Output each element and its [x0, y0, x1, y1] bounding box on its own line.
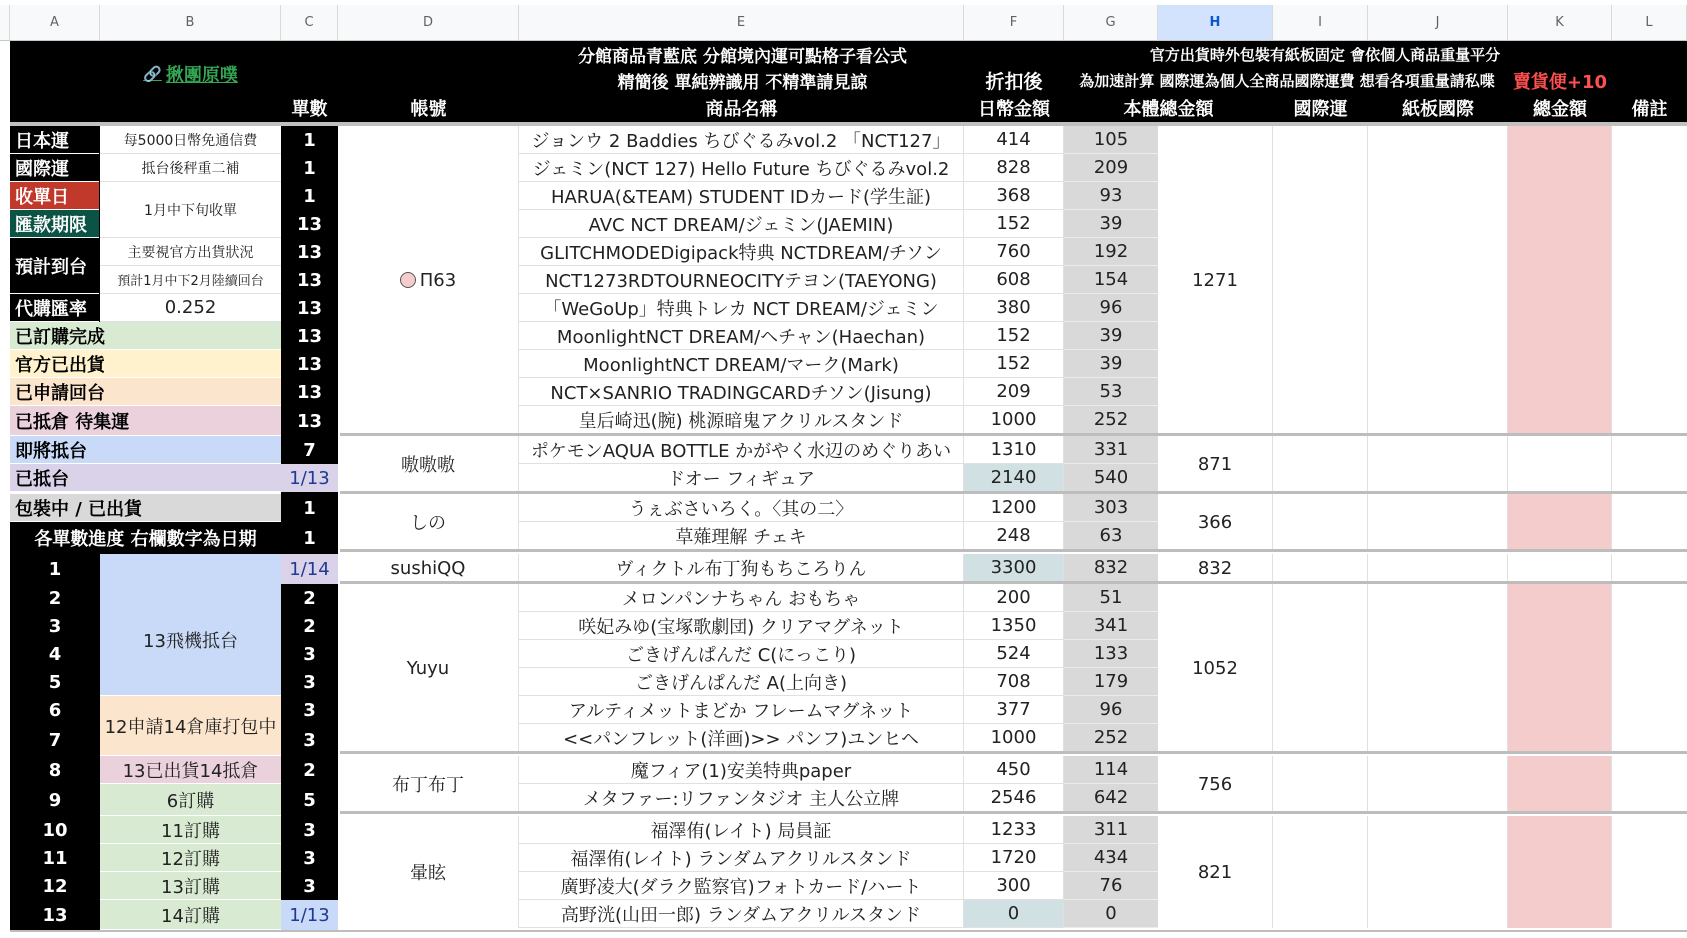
- column-header-k[interactable]: K: [1508, 5, 1612, 41]
- account-label: Yuyu: [406, 657, 450, 679]
- account-subtotal[interactable]: 366: [1158, 494, 1273, 550]
- item-twd[interactable]: 303: [1064, 494, 1158, 522]
- item-name[interactable]: <<パンフレット(洋画)>> パンフ)ユンヒヘ: [519, 724, 964, 752]
- progress-row-number: 13: [10, 900, 100, 930]
- total-cell[interactable]: [1508, 436, 1612, 492]
- progress-row-qty: 2: [281, 584, 338, 612]
- progress-row-qty: 3: [281, 696, 338, 724]
- column-header-e[interactable]: E: [519, 5, 964, 41]
- account-label: 嗷嗷嗷: [401, 455, 455, 476]
- column-header-b[interactable]: B: [100, 5, 281, 41]
- qty-info-6: 13: [281, 294, 338, 322]
- item-jpy[interactable]: 3300: [964, 554, 1064, 582]
- total-cell[interactable]: [1508, 584, 1612, 752]
- column-header-f[interactable]: F: [964, 5, 1064, 41]
- note-cell[interactable]: [1612, 126, 1687, 434]
- banner-discount: 折扣後: [964, 67, 1064, 94]
- item-jpy[interactable]: 2140: [964, 464, 1064, 492]
- qty-info-5: 13: [281, 266, 338, 294]
- progress-row-qty: 5: [281, 784, 338, 816]
- item-jpy[interactable]: 828: [964, 154, 1064, 182]
- progress-row-qty: 3: [281, 724, 338, 756]
- qty-info-4: 13: [281, 238, 338, 266]
- board-shipping-cell[interactable]: [1368, 126, 1508, 434]
- item-name[interactable]: 福澤侑(レイト) 局員証: [519, 816, 964, 844]
- item-jpy[interactable]: 2546: [964, 784, 1064, 812]
- account-name[interactable]: [338, 756, 519, 812]
- item-name[interactable]: ジョンウ 2 Baddies ちびぐるみvol.2 「NCT127」: [519, 126, 964, 154]
- header-intl: 國際運: [1273, 94, 1368, 122]
- status-qty-2: 13: [281, 378, 338, 406]
- item-jpy[interactable]: 708: [964, 668, 1064, 696]
- banner-line1-main: 分館商品青藍底 分館境內運可點格子看公式: [520, 41, 965, 67]
- item-jpy[interactable]: 1233: [964, 816, 1064, 844]
- account-name[interactable]: [338, 554, 519, 582]
- item-name[interactable]: AVC NCT DREAM/ジェミン(JAEMIN): [519, 210, 964, 238]
- header-qty: 單數: [281, 94, 338, 122]
- intl-shipping-cell[interactable]: [1273, 494, 1368, 550]
- item-jpy[interactable]: 608: [964, 266, 1064, 294]
- item-name[interactable]: ポケモンAQUA BOTTLE かがやく水辺のめぐりあい: [519, 436, 964, 464]
- item-twd[interactable]: 39: [1064, 350, 1158, 378]
- item-name[interactable]: HARUA(&TEAM) STUDENT IDカード(学生証): [519, 182, 964, 210]
- note-cell[interactable]: [1612, 756, 1687, 812]
- item-jpy[interactable]: 152: [964, 350, 1064, 378]
- total-cell[interactable]: [1508, 126, 1612, 434]
- progress-group-4: 11訂購: [100, 816, 281, 844]
- progress-row-number: 6: [10, 696, 100, 724]
- item-twd[interactable]: 53: [1064, 378, 1158, 406]
- item-twd[interactable]: 0: [1064, 900, 1158, 928]
- item-jpy[interactable]: 0: [964, 900, 1064, 928]
- progress-row-number: 3: [10, 612, 100, 640]
- item-twd[interactable]: 39: [1064, 210, 1158, 238]
- item-jpy[interactable]: 1000: [964, 724, 1064, 752]
- intl-shipping-cell[interactable]: [1273, 436, 1368, 492]
- status-label-3: 已抵倉 待集運: [10, 406, 281, 436]
- note-cell[interactable]: [1612, 436, 1687, 492]
- item-name[interactable]: ごきげんぱんだ A(上向き): [519, 668, 964, 696]
- intl-shipping-cell[interactable]: [1273, 554, 1368, 582]
- item-twd[interactable]: 96: [1064, 294, 1158, 322]
- progress-row-number: 8: [10, 756, 100, 784]
- group-separator: [340, 751, 1687, 754]
- progress-row-number: 10: [10, 816, 100, 844]
- item-name[interactable]: ドオー フィギュア: [519, 464, 964, 492]
- header-jpy: 日幣金額: [964, 94, 1064, 122]
- item-name[interactable]: MoonlightNCT DREAM/ヘチャン(Haechan): [519, 322, 964, 350]
- account-label: sushiQQ: [390, 557, 466, 579]
- column-header-h[interactable]: H: [1158, 5, 1273, 41]
- item-name[interactable]: NCT×SANRIO TRADINGCARDチソン(Jisung): [519, 378, 964, 406]
- item-jpy[interactable]: 1310: [964, 436, 1064, 464]
- group-separator: [340, 811, 1687, 814]
- intl-shipping-cell[interactable]: [1273, 756, 1368, 812]
- account-label: しの: [410, 513, 446, 534]
- header-subtotal: 本體總金額: [1064, 94, 1273, 122]
- item-twd[interactable]: 252: [1064, 724, 1158, 752]
- account-name[interactable]: [338, 494, 519, 550]
- item-jpy[interactable]: 524: [964, 640, 1064, 668]
- item-twd[interactable]: 51: [1064, 584, 1158, 612]
- item-name[interactable]: 高野洸(山田一郎) ランダムアクリルスタンド: [519, 900, 964, 928]
- item-twd[interactable]: 114: [1064, 756, 1158, 784]
- status-qty-5: 1/13: [281, 464, 338, 492]
- progress-group-3: 6訂購: [100, 784, 281, 816]
- status-label-2: 已申請回台: [10, 378, 281, 406]
- progress-group-first-row: [100, 554, 281, 584]
- note-eta-2: 預計1月中下2月陸續回台: [100, 266, 281, 294]
- item-twd[interactable]: 540: [1064, 464, 1158, 492]
- item-name[interactable]: アルティメットまどか フレームマグネット: [519, 696, 964, 724]
- link-label[interactable]: 揪團原噗: [165, 65, 238, 86]
- item-twd[interactable]: 39: [1064, 322, 1158, 350]
- header-note: 備註: [1612, 94, 1687, 122]
- board-shipping-cell[interactable]: [1368, 816, 1508, 928]
- item-twd[interactable]: 63: [1064, 522, 1158, 550]
- total-cell[interactable]: [1508, 554, 1612, 582]
- item-twd[interactable]: 642: [1064, 784, 1158, 812]
- account-label: 布丁布丁: [392, 775, 464, 796]
- progress-row-number: 9: [10, 784, 100, 816]
- header-total: 總金額: [1508, 94, 1612, 122]
- note-intl-ship: 抵台後秤重二補: [100, 154, 281, 182]
- item-jpy[interactable]: 1720: [964, 844, 1064, 872]
- progress-row-number: 1: [10, 554, 100, 584]
- item-twd[interactable]: 179: [1064, 668, 1158, 696]
- account-subtotal[interactable]: 821: [1158, 816, 1273, 928]
- item-twd[interactable]: 105: [1064, 126, 1158, 154]
- account-label: Π63: [419, 269, 457, 291]
- item-twd[interactable]: 341: [1064, 612, 1158, 640]
- item-jpy[interactable]: 1200: [964, 494, 1064, 522]
- note-cell[interactable]: [1612, 584, 1687, 752]
- account-name[interactable]: [338, 126, 519, 434]
- item-name[interactable]: 咲妃みゆ(宝塚歌劇団) クリアマグネット: [519, 612, 964, 640]
- board-shipping-cell[interactable]: [1368, 756, 1508, 812]
- item-twd[interactable]: 93: [1064, 182, 1158, 210]
- board-shipping-cell[interactable]: [1368, 584, 1508, 752]
- progress-row-number: 5: [10, 668, 100, 696]
- item-twd[interactable]: 192: [1064, 238, 1158, 266]
- item-jpy[interactable]: 368: [964, 182, 1064, 210]
- progress-row-number: 12: [10, 872, 100, 900]
- status-qty-6: 1: [281, 494, 338, 522]
- item-jpy[interactable]: 380: [964, 294, 1064, 322]
- item-jpy[interactable]: 152: [964, 210, 1064, 238]
- label-close-date: 收單日: [10, 182, 100, 210]
- column-header-d[interactable]: D: [338, 5, 519, 41]
- banner-red-note: 賣貨便+10: [1508, 67, 1612, 94]
- progress-group-6: 13訂購: [100, 872, 281, 900]
- progress-row-qty: 1/13: [281, 900, 338, 930]
- status-qty-0: 13: [281, 322, 338, 350]
- item-name[interactable]: 福澤侑(レイト) ランダムアクリルスタンド: [519, 844, 964, 872]
- item-jpy[interactable]: 200: [964, 584, 1064, 612]
- progress-row-qty: 3: [281, 668, 338, 696]
- item-jpy[interactable]: 377: [964, 696, 1064, 724]
- note-close-date: 1月中下旬收單: [100, 182, 281, 238]
- toolbar-edge: [0, 0, 1687, 5]
- note-jp-ship: 每5000日幣免通信費: [100, 126, 281, 154]
- link-icon: 🔗: [143, 65, 162, 83]
- intl-shipping-cell[interactable]: [1273, 816, 1368, 928]
- progress-row-qty: 3: [281, 872, 338, 900]
- total-cell[interactable]: [1508, 494, 1612, 550]
- group-separator: [340, 549, 1687, 552]
- progress-group-2: 13已出貨14抵倉: [100, 756, 281, 784]
- corner-cell[interactable]: [0, 5, 10, 41]
- progress-group-0: 13飛機抵台: [100, 584, 281, 696]
- banner-line2-right: 為加速計算 國際運為個人全商品國際運費 想看各項重量請私喋: [1064, 67, 1510, 94]
- intl-shipping-cell[interactable]: [1273, 584, 1368, 752]
- item-jpy[interactable]: 1350: [964, 612, 1064, 640]
- qty-info-3: 13: [281, 210, 338, 238]
- label-rate: 代購匯率: [10, 294, 100, 322]
- item-jpy[interactable]: 300: [964, 872, 1064, 900]
- item-name[interactable]: うぇぶさいろく。〈其の二〉: [519, 494, 964, 522]
- item-name[interactable]: 草薙理解 チェキ: [519, 522, 964, 550]
- status-label-5: 已抵台: [10, 464, 281, 492]
- item-jpy[interactable]: 248: [964, 522, 1064, 550]
- total-cell[interactable]: [1508, 756, 1612, 812]
- column-header-c[interactable]: C: [281, 5, 338, 41]
- item-name[interactable]: ジェミン(NCT 127) Hello Future ちびぐるみvol.2: [519, 154, 964, 182]
- header-board: 紙板國際: [1368, 94, 1508, 122]
- total-cell[interactable]: [1508, 816, 1612, 928]
- column-header-j[interactable]: J: [1368, 5, 1508, 41]
- item-twd[interactable]: 133: [1064, 640, 1158, 668]
- progress-row-number: 4: [10, 640, 100, 668]
- progress-title: 各單數進度 右欄數字為日期: [10, 522, 281, 554]
- account-subtotal[interactable]: 1052: [1158, 584, 1273, 752]
- progress-row-qty: 3: [281, 844, 338, 872]
- qty-info-0: 1: [281, 126, 338, 154]
- original-post-link[interactable]: [100, 56, 281, 92]
- status-qty-3: 13: [281, 406, 338, 436]
- qty-info-2: 1: [281, 182, 338, 210]
- item-twd[interactable]: 311: [1064, 816, 1158, 844]
- item-twd[interactable]: 209: [1064, 154, 1158, 182]
- status-label-4: 即將抵台: [10, 436, 281, 464]
- column-header-i[interactable]: I: [1273, 5, 1368, 41]
- header-account: 帳號: [338, 94, 519, 122]
- progress-row-qty: 3: [281, 640, 338, 668]
- avatar-circle-icon: [400, 272, 416, 288]
- progress-row-qty: 3: [281, 816, 338, 844]
- progress-row-number: 11: [10, 844, 100, 872]
- item-jpy[interactable]: 1000: [964, 406, 1064, 434]
- item-twd[interactable]: 76: [1064, 872, 1158, 900]
- account-name[interactable]: [338, 584, 519, 752]
- item-name[interactable]: 皇后崎迅(腕) 桃源暗鬼アクリルスタンド: [519, 406, 964, 434]
- column-header-g[interactable]: G: [1064, 5, 1158, 41]
- status-label-0: 已訂購完成: [10, 322, 281, 350]
- progress-row-number: 7: [10, 724, 100, 756]
- column-header-l[interactable]: L: [1612, 5, 1687, 41]
- item-twd[interactable]: 832: [1064, 554, 1158, 582]
- board-shipping-cell[interactable]: [1368, 494, 1508, 550]
- bottom-border: [10, 930, 1687, 932]
- account-subtotal[interactable]: 871: [1158, 436, 1273, 492]
- item-name[interactable]: メタファー:リファンタジオ 主人公立牌: [519, 784, 964, 812]
- status-qty-4: 7: [281, 436, 338, 464]
- item-jpy[interactable]: 209: [964, 378, 1064, 406]
- label-jp-ship: 日本運: [10, 126, 100, 154]
- account-subtotal[interactable]: 1271: [1158, 126, 1273, 434]
- label-intl-ship: 國際運: [10, 154, 100, 182]
- banner-line2-main: 精簡後 單純辨識用 不精準請見諒: [520, 67, 965, 94]
- note-cell[interactable]: [1612, 816, 1687, 928]
- progress-row-number: 2: [10, 584, 100, 612]
- item-name[interactable]: ヴィクトル布丁狗もちころりん: [519, 554, 964, 582]
- item-jpy[interactable]: 760: [964, 238, 1064, 266]
- progress-group-5: 12訂購: [100, 844, 281, 872]
- progress-group-7: 14訂購: [100, 900, 281, 930]
- note-cell[interactable]: [1612, 554, 1687, 582]
- account-subtotal[interactable]: 832: [1158, 554, 1273, 582]
- progress-row-qty: 1/14: [281, 554, 338, 584]
- column-header-a[interactable]: A: [10, 5, 100, 41]
- note-eta-1: 主要視官方出貨狀況: [100, 238, 281, 266]
- account-name[interactable]: [338, 816, 519, 928]
- account-name[interactable]: [338, 436, 519, 492]
- item-name[interactable]: メロンパンナちゃん おもちゃ: [519, 584, 964, 612]
- header-product: 商品名稱: [519, 94, 964, 122]
- item-twd[interactable]: 154: [1064, 266, 1158, 294]
- item-twd[interactable]: 434: [1064, 844, 1158, 872]
- item-twd[interactable]: 331: [1064, 436, 1158, 464]
- qty-info-1: 1: [281, 154, 338, 182]
- progress-row-qty: 2: [281, 756, 338, 784]
- board-shipping-cell[interactable]: [1368, 436, 1508, 492]
- item-name[interactable]: GLITCHMODEDigipack特典 NCTDREAM/チソン: [519, 238, 964, 266]
- label-payment-deadline: 匯款期限: [10, 210, 100, 238]
- status-label-1: 官方已出貨: [10, 350, 281, 378]
- progress-group-1: 12申請14倉庫打包中: [100, 696, 281, 756]
- item-twd[interactable]: 96: [1064, 696, 1158, 724]
- item-jpy[interactable]: 414: [964, 126, 1064, 154]
- item-twd[interactable]: 252: [1064, 406, 1158, 434]
- item-name[interactable]: 魔フィア(1)安美特典paper: [519, 756, 964, 784]
- note-cell[interactable]: [1612, 494, 1687, 550]
- exchange-rate-value: 0.252: [100, 294, 281, 322]
- intl-shipping-cell[interactable]: [1273, 126, 1368, 434]
- item-name[interactable]: MoonlightNCT DREAM/マーク(Mark): [519, 350, 964, 378]
- status-label-6: 包裝中 / 已出貨: [10, 494, 281, 522]
- account-subtotal[interactable]: 756: [1158, 756, 1273, 812]
- item-name[interactable]: 「WeGoUp」特典トレカ NCT DREAM/ジェミン: [519, 294, 964, 322]
- account-label: 暈眩: [410, 863, 446, 884]
- item-jpy[interactable]: 152: [964, 322, 1064, 350]
- item-name[interactable]: 廣野凌大(ダラク監察官)フォトカード/ハート: [519, 872, 964, 900]
- item-name[interactable]: ごきげんぱんだ C(にっこり): [519, 640, 964, 668]
- banner-line1-right: 官方出貨時外包裝有紙板固定 會依個人商品重量平分: [1065, 41, 1585, 67]
- progress-title-qty: 1: [281, 522, 338, 554]
- progress-row-qty: 2: [281, 612, 338, 640]
- status-qty-1: 13: [281, 350, 338, 378]
- label-eta: 預計到台: [10, 238, 100, 294]
- item-jpy[interactable]: 450: [964, 756, 1064, 784]
- board-shipping-cell[interactable]: [1368, 554, 1508, 582]
- item-name[interactable]: NCT1273RDTOURNEOCITYテヨン(TAEYONG): [519, 266, 964, 294]
